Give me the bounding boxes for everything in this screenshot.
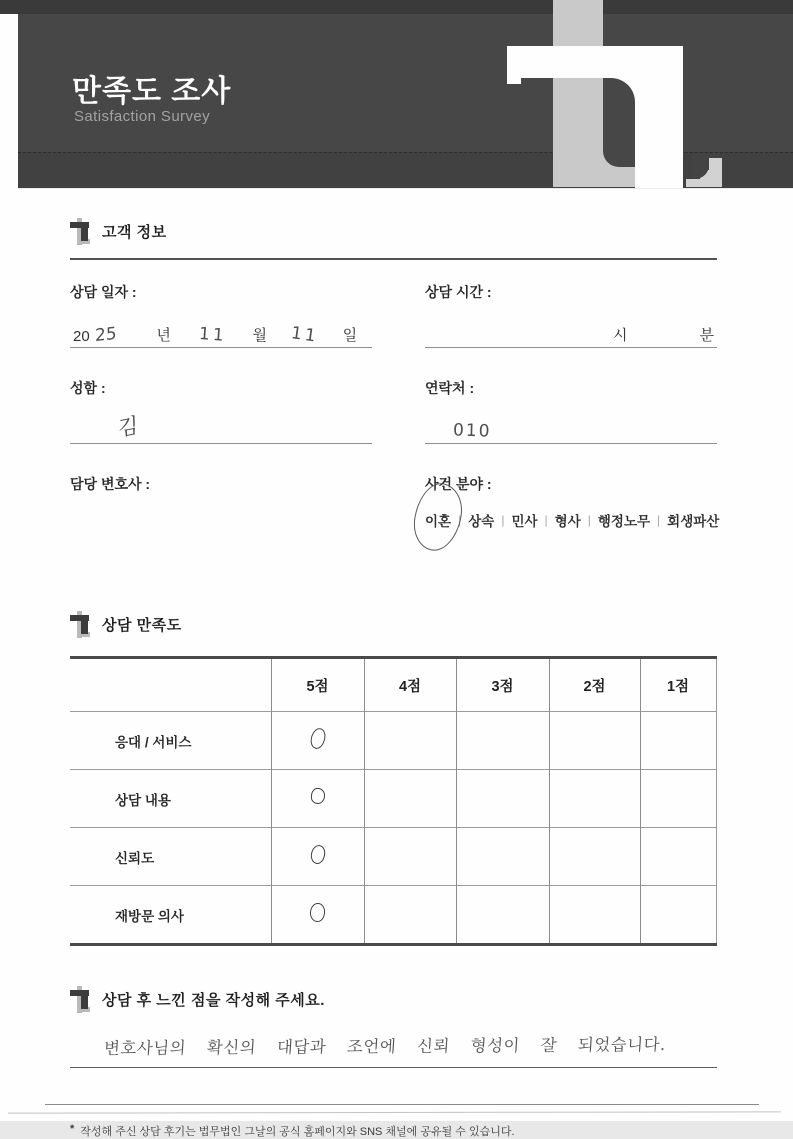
option-separator: | — [544, 513, 548, 527]
field-label: 연락처 : — [425, 380, 475, 396]
table-row — [70, 770, 716, 828]
case-category-options — [425, 510, 720, 530]
form-content — [70, 190, 720, 1139]
section-logo-icon — [70, 986, 91, 1013]
year-unit: 년 — [156, 327, 171, 344]
handwritten-circle-mark — [308, 726, 327, 750]
case-option-civil: 민사 — [511, 514, 538, 529]
day-unit: 일 — [342, 327, 358, 344]
column-header-3: 3점 — [456, 658, 549, 712]
section-title: 상담 만족도 — [102, 617, 182, 634]
field-consult-time — [425, 282, 717, 348]
score-cell-3 — [456, 770, 549, 828]
handwritten-circle-mark — [309, 843, 327, 864]
comment-writing-line — [70, 1027, 717, 1068]
field-label: 상담 시간 : — [425, 284, 492, 300]
table-header-row — [70, 658, 716, 712]
handwritten-circle-mark — [309, 902, 326, 922]
minute-unit: 분 — [699, 327, 714, 344]
column-header-5: 5점 — [271, 658, 364, 712]
score-cell-5 — [271, 828, 364, 886]
field-label: 담당 변호사 : — [70, 476, 151, 492]
score-cell-4 — [364, 828, 456, 886]
hour-unit: 시 — [613, 327, 628, 344]
section-divider — [70, 258, 717, 260]
footnote-asterisk: * — [70, 1123, 75, 1135]
field-case-category — [425, 474, 720, 539]
date-century-printed: 20 — [73, 328, 90, 345]
row-label-service: 응대 / 서비스 — [70, 712, 271, 770]
handwritten-comment: 변호사님의 확신의 대답과 조언에 신뢰 형성이 잘 되었습니다. — [103, 1035, 667, 1058]
field-label: 성함 : — [70, 380, 106, 396]
section-title: 고객 정보 — [102, 224, 167, 241]
score-cell-4 — [364, 712, 456, 770]
handwritten-month: 11 — [198, 324, 228, 346]
table-row — [70, 828, 716, 886]
section-comments-header — [70, 986, 717, 1013]
field-label: 상담 일자 : — [70, 284, 137, 300]
section-title: 상담 후 느낀 점을 작성해 주세요. — [102, 992, 325, 1009]
column-header-4: 4점 — [364, 658, 456, 712]
score-cell-2 — [549, 712, 640, 770]
law-firm-logo-icon — [553, 0, 603, 187]
footer-divider — [45, 1104, 759, 1105]
banner-top-strip — [0, 0, 793, 14]
column-header-1: 1점 — [640, 658, 716, 712]
satisfaction-score-table — [70, 656, 717, 946]
score-cell-4 — [364, 770, 456, 828]
attorney-line — [70, 507, 372, 539]
row-label-revisit: 재방문 의사 — [70, 886, 271, 945]
handwritten-circle-mark — [310, 787, 326, 804]
field-contact — [425, 378, 717, 444]
section-logo-icon — [70, 218, 91, 245]
score-cell-1 — [640, 828, 716, 886]
page-subtitle: Satisfaction Survey — [74, 108, 210, 125]
field-attorney — [70, 474, 372, 539]
name-line — [70, 411, 372, 444]
column-header-2: 2점 — [549, 658, 640, 712]
case-option-divorce: 이혼 — [425, 510, 451, 530]
case-option-labor: 행정노무 — [597, 514, 651, 529]
score-cell-1 — [640, 886, 716, 945]
handwritten-year: 25 — [94, 323, 117, 347]
score-cell-3 — [456, 828, 549, 886]
table-row — [70, 886, 716, 945]
score-cell-5 — [271, 886, 364, 945]
option-separator: | — [458, 513, 462, 527]
contact-line — [425, 411, 717, 444]
row-label-trust: 신뢰도 — [70, 828, 271, 886]
score-cell-1 — [640, 712, 716, 770]
score-cell-5 — [271, 770, 364, 828]
consult-date-line — [70, 315, 372, 348]
law-firm-logo-icon — [603, 78, 635, 167]
empty-corner-cell — [70, 658, 271, 712]
handwritten-name: 김 — [117, 413, 139, 441]
score-cell-3 — [456, 886, 549, 945]
law-firm-logo-icon — [553, 166, 635, 187]
score-cell-1 — [640, 770, 716, 828]
score-cell-2 — [549, 886, 640, 945]
field-consult-date — [70, 282, 372, 348]
option-separator: | — [657, 513, 661, 527]
field-label: 사건 분야 : — [425, 476, 492, 492]
law-firm-logo-icon — [709, 158, 722, 187]
row-label-content: 상담 내용 — [70, 770, 271, 828]
law-firm-logo-icon — [507, 78, 521, 84]
case-option-bankruptcy: 회생파산 — [667, 514, 720, 529]
option-separator: | — [587, 513, 591, 527]
score-cell-2 — [549, 828, 640, 886]
table-row — [70, 712, 716, 770]
footer-note — [70, 1123, 717, 1139]
page-title: 만족도 조사 — [72, 75, 232, 108]
case-option-criminal: 형사 — [554, 514, 581, 529]
header-banner — [0, 0, 793, 190]
section-customer-info-header — [70, 218, 717, 245]
month-unit: 월 — [252, 327, 267, 344]
section-satisfaction-header — [70, 611, 717, 638]
score-cell-5 — [271, 712, 364, 770]
field-name — [70, 378, 372, 444]
consult-time-line — [425, 315, 717, 348]
option-separator: | — [501, 513, 505, 527]
score-cell-2 — [549, 770, 640, 828]
score-cell-4 — [364, 886, 456, 945]
case-option-inheritance: 상속 — [468, 514, 495, 529]
customer-info-fields — [70, 282, 720, 569]
handwritten-day: 11 — [289, 323, 320, 347]
footnote-text: 작성해 주신 상담 후기는 법무법인 그날의 공식 홈페이지와 SNS 채널에 공유될 수 있습니다. — [80, 1126, 515, 1138]
handwritten-phone: 010 — [452, 420, 492, 442]
section-logo-icon — [70, 611, 91, 638]
law-firm-logo-icon — [635, 46, 683, 188]
score-cell-3 — [456, 712, 549, 770]
